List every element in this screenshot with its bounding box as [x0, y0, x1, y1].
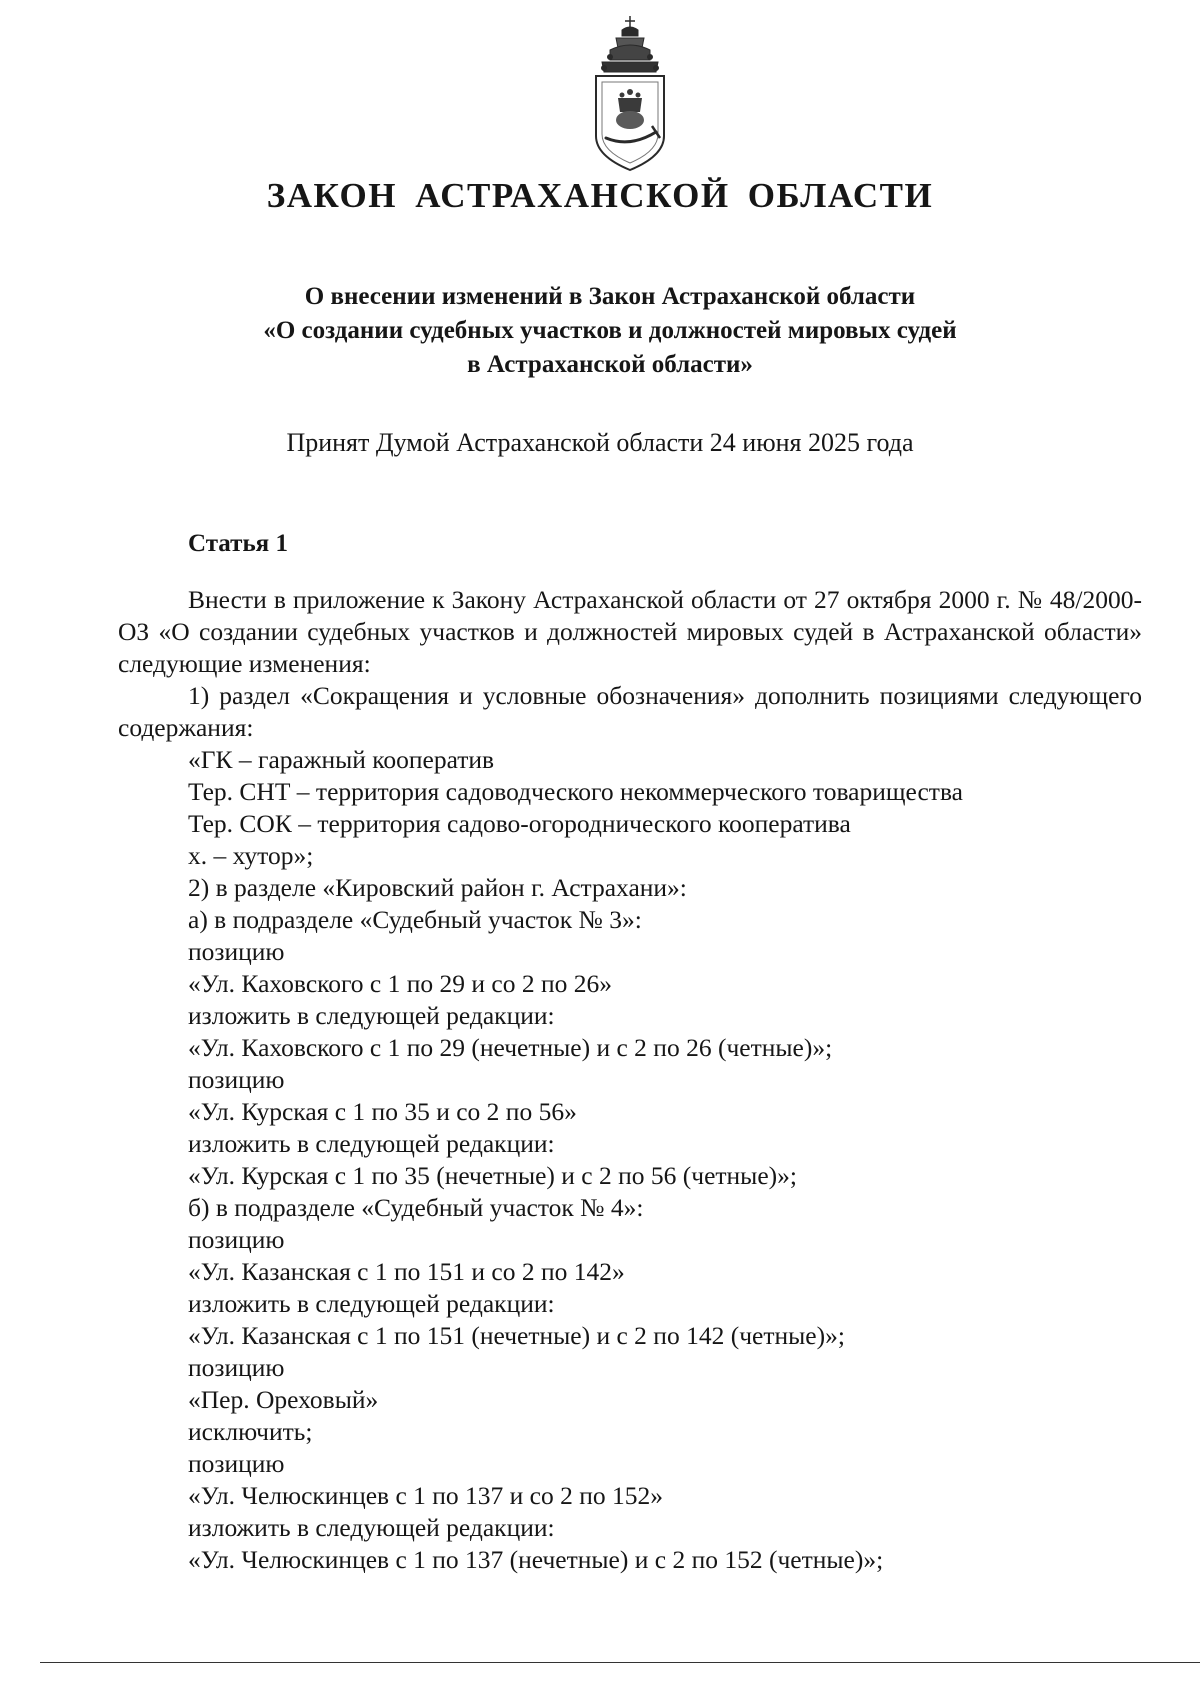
- text-line: «ГК – гаражный кооператив: [188, 745, 495, 774]
- article-body: [118, 584, 1142, 1576]
- text-line: изложить в следующей редакции:: [188, 1289, 555, 1318]
- text-line: б) в подразделе «Судебный участок № 4»:: [188, 1193, 644, 1222]
- text-line: позицию: [188, 1449, 285, 1478]
- document-title: ЗАКОН АСТРАХАНСКОЙ ОБЛАСТИ: [266, 176, 934, 215]
- text-line: Тер. СОК – территория садово-огороднического кооператива: [188, 809, 851, 838]
- text-line: исключить;: [188, 1417, 313, 1446]
- adoption-statement: Принят Думой Астраханской области 24 июня 2025 года: [286, 428, 914, 457]
- text-line: «Ул. Челюскинцев с 1 по 137 (нечетные) и с 2 по 152 (четные)»;: [188, 1545, 884, 1574]
- text-line: «Ул. Каховского с 1 по 29 (нечетные) и с 2 по 26 (четные)»;: [188, 1033, 833, 1062]
- footer-divider: [40, 1662, 1200, 1663]
- text-line: а) в подразделе «Судебный участок № 3»:: [188, 905, 642, 934]
- subtitle-line: О внесении изменений в Закон Астраханской области: [304, 283, 916, 310]
- text-line: «Ул. Каховского с 1 по 29 и со 2 по 26»: [188, 969, 612, 998]
- item-1-paragraph: 1) раздел «Сокращения и условные обозначения» дополнить позициями следующего содержания:: [118, 681, 1142, 742]
- article-heading: Статья 1: [188, 530, 288, 557]
- text-line: позицию: [188, 937, 285, 966]
- document-subtitle: [150, 280, 1070, 382]
- text-line: «Ул. Казанская с 1 по 151 (нечетные) и с 2 по 142 (четные)»;: [188, 1321, 845, 1350]
- text-line: х. – хутор»;: [188, 841, 314, 870]
- text-line: «Ул. Курская с 1 по 35 и со 2 по 56»: [188, 1097, 577, 1126]
- amendment-lines: [118, 744, 1142, 1576]
- coat-of-arms-emblem-icon: [580, 14, 680, 174]
- subtitle-line: в Астраханской области»: [467, 351, 753, 378]
- text-line: позицию: [188, 1225, 285, 1254]
- intro-paragraph: Внести в приложение к Закону Астраханской области от 27 октября 2000 г. № 48/2000-ОЗ «О создании судебных участков и должностей мировых судей в Астраханской области» следующие изменения:: [118, 585, 1142, 678]
- text-line: изложить в следующей редакции:: [188, 1129, 555, 1158]
- text-line: изложить в следующей редакции:: [188, 1001, 555, 1030]
- text-line: «Ул. Курская с 1 по 35 (нечетные) и с 2 по 56 (четные)»;: [188, 1161, 797, 1190]
- text-line: позицию: [188, 1065, 285, 1094]
- text-line: «Ул. Казанская с 1 по 151 и со 2 по 142»: [188, 1257, 625, 1286]
- text-line: 2) в разделе «Кировский район г. Астрахани»:: [188, 873, 687, 902]
- text-line: Тер. СНТ – территория садоводческого некоммерческого товарищества: [188, 777, 963, 806]
- text-line: «Ул. Челюскинцев с 1 по 137 и со 2 по 152»: [188, 1481, 664, 1510]
- text-line: изложить в следующей редакции:: [188, 1513, 555, 1542]
- subtitle-line: «О создании судебных участков и должностей мировых судей: [263, 317, 957, 344]
- text-line: «Пер. Ореховый»: [188, 1385, 379, 1414]
- text-line: позицию: [188, 1353, 285, 1382]
